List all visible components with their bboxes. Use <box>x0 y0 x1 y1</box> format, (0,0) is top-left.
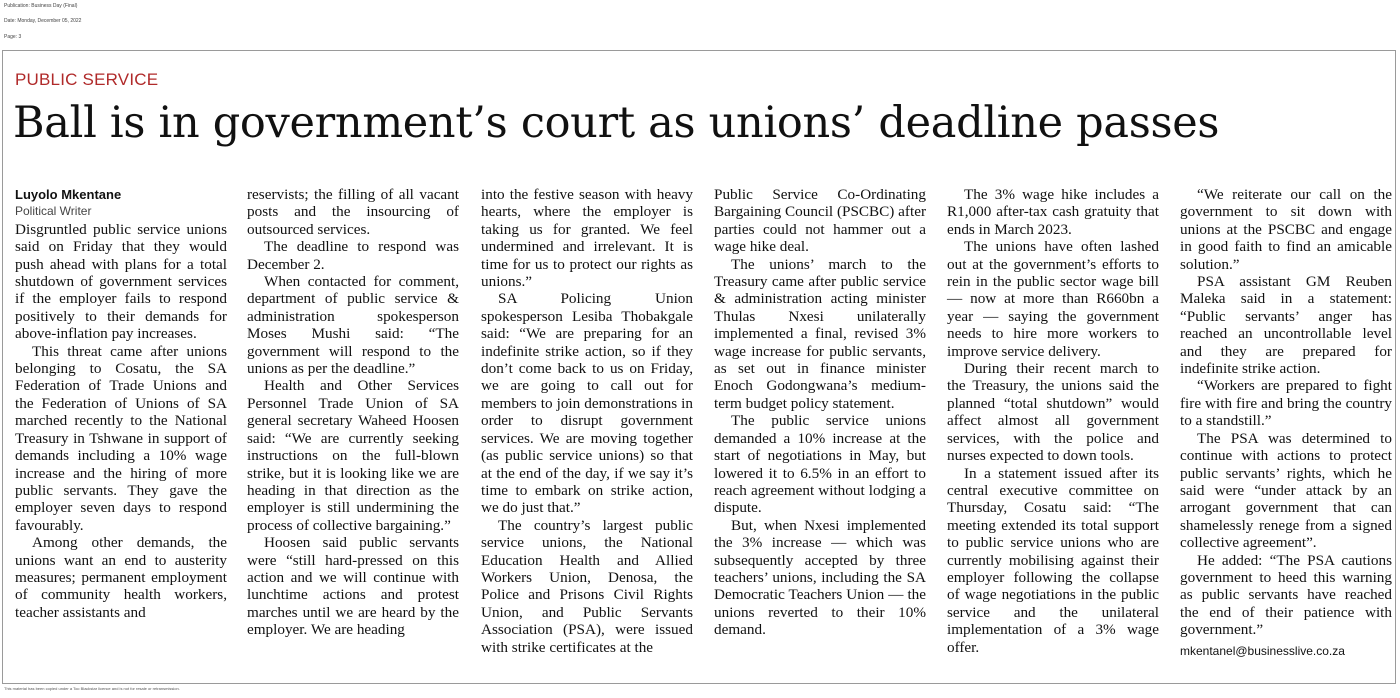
paragraph: The unions’ march to the Treasury came after public service & administration acting minister Thulas Nxesi unilaterally implemented a final, revised 3% wage increase for public servants, as set out in finance minister Enoch Godongwana’s medium-term budget policy statement. <box>714 255 926 412</box>
author-email[interactable]: mkentanel@businesslive.co.za <box>1180 643 1345 658</box>
paragraph: Among other demands, the unions want an end to austerity measures; permanent employment of community health workers, teacher assistants and <box>15 534 227 621</box>
article-column-2 <box>247 186 459 639</box>
byline-name: Luyolo Mkentane <box>15 187 122 202</box>
paragraph: Disgruntled public service unions said on Friday that they would push ahead with plans for a total shutdown of government services if the employer fails to respond positively to their demands for above-inflation pay increases. <box>15 220 227 343</box>
date-label: Date: Monday, December 05, 2022 <box>4 18 82 24</box>
paragraph: He added: “The PSA cautions government to heed this warning as public servants have reached the end of their patience with government.” <box>1180 551 1392 639</box>
paragraph: “We reiterate our call on the government to sit down with unions at the PSCBC and engage in good faith to find an amicable solution.” <box>1180 186 1392 273</box>
paragraph: When contacted for comment, department of public service & administration spokesperson Moses Mushi said: “The government will respond to the unions as per the deadline.” <box>247 273 459 378</box>
paragraph: During their recent march to the Treasury, the unions said the planned “total shutdown” would affect almost all government services, with the police and nurses expected to down tools. <box>947 360 1159 465</box>
paragraph: “Workers are prepared to fight fire with fire and bring the country to a standstill.” <box>1180 377 1392 430</box>
section-kicker: PUBLIC SERVICE <box>15 70 159 89</box>
paragraph: into the festive season with heavy hearts, where the employer is taking us for granted. We feel undermined and irrelevant. It is time for us to protect our rights as unions.” <box>481 186 693 291</box>
paragraph: PSA assistant GM Reuben Maleka said in a statement: “Public servants’ anger has reached an uncontrollable level and they are prepared for indefinite strike action. <box>1180 273 1392 378</box>
article-column-4 <box>714 186 926 639</box>
paragraph: SA Policing Union spokesperson Lesiba Thobakgale said: “We are preparing for an indefinite strike action, so if they don’t come back to us on Friday, we are going to call out for members to join demonstrations in order to disrupt government services. We are moving together (as public service unions) so that at the end of the day, if we say it’s time to embark on strike action, we do just that.” <box>481 290 693 517</box>
article-column-3 <box>481 186 693 656</box>
article-headline: Ball is in government’s court as unions’ deadline passes <box>13 98 1220 148</box>
paragraph: This threat came after unions belonging to Cosatu, the SA Federation of Trade Unions and the Federation of Unions of SA marched recently to the National Treasury in Tshwane in support of demands including a 10% wage increase and the hiring of more public servants. They gave the employer seven days to respond favourably. <box>15 342 227 534</box>
page-label: Page: 3 <box>4 34 22 40</box>
article-column-5 <box>947 186 1159 656</box>
article-column-6 <box>1180 186 1392 660</box>
publication-label: Publication: Business Day (Final) <box>4 3 78 9</box>
paragraph: In a statement issued after its central executive committee on Thursday, Cosatu said: “The meeting extended its total support to public service unions who are currently mobilising against their employer following the collapse of wage negotiations in the public service and the unilateral implementation of a 3% wage offer. <box>947 464 1159 656</box>
paragraph: Public Service Co-Ordinating Bargaining Council (PSCBC) after parties could not hammer out a wage hike deal. <box>714 186 926 256</box>
copyright-footer: This material has been copied under a Too Blackstar licence and is not for resale or retransmission. <box>4 686 180 691</box>
paragraph: The deadline to respond was December 2. <box>247 238 459 273</box>
paragraph: But, when Nxesi implemented the 3% increase — which was subsequently accepted by three teachers’ unions, including the SA Democratic Teachers Union — the unions reverted to their 10% demand. <box>714 516 926 639</box>
paragraph: The unions have often lashed out at the government’s efforts to rein in the public sector wage bill — now at more than R660bn a year — saying the government needs to hire more workers to improve service delivery. <box>947 238 1159 360</box>
article-column-1 <box>15 186 227 621</box>
paragraph: Hoosen said public servants were “still hard-pressed on this action and we will continue with lunchtime actions and protest marches until we are heard by the employer. We are heading <box>247 534 459 639</box>
paragraph: The 3% wage hike includes a R1,000 after-tax cash gratuity that ends in March 2023. <box>947 186 1159 238</box>
paragraph: The PSA was determined to continue with actions to protect public servants’ rights, which he said were “under attack by an arrogant government that can shamelessly renege from a signed collective agreement”. <box>1180 429 1392 552</box>
paragraph: reservists; the filling of all vacant posts and the insourcing of outsourced services. <box>247 186 459 238</box>
paragraph: Health and Other Services Personnel Trade Union of SA general secretary Waheed Hoosen said: “We are currently seeking instructions on the full-blown strike, but it is looking like we are heading in that direction as the employer is still undermining the process of collective bargaining.” <box>247 377 459 534</box>
paragraph: The public service unions demanded a 10% increase at the start of negotiations in May, but lowered it to 6.5% in an effort to reach agreement without lodging a dispute. <box>714 412 926 517</box>
byline-role: Political Writer <box>15 204 92 219</box>
paragraph: The country’s largest public service unions, the National Education Health and Allied Workers Union, Denosa, the Police and Prisons Civil Rights Union, and Public Servants Association (PSA), were issued with strike certificates at the <box>481 516 693 656</box>
